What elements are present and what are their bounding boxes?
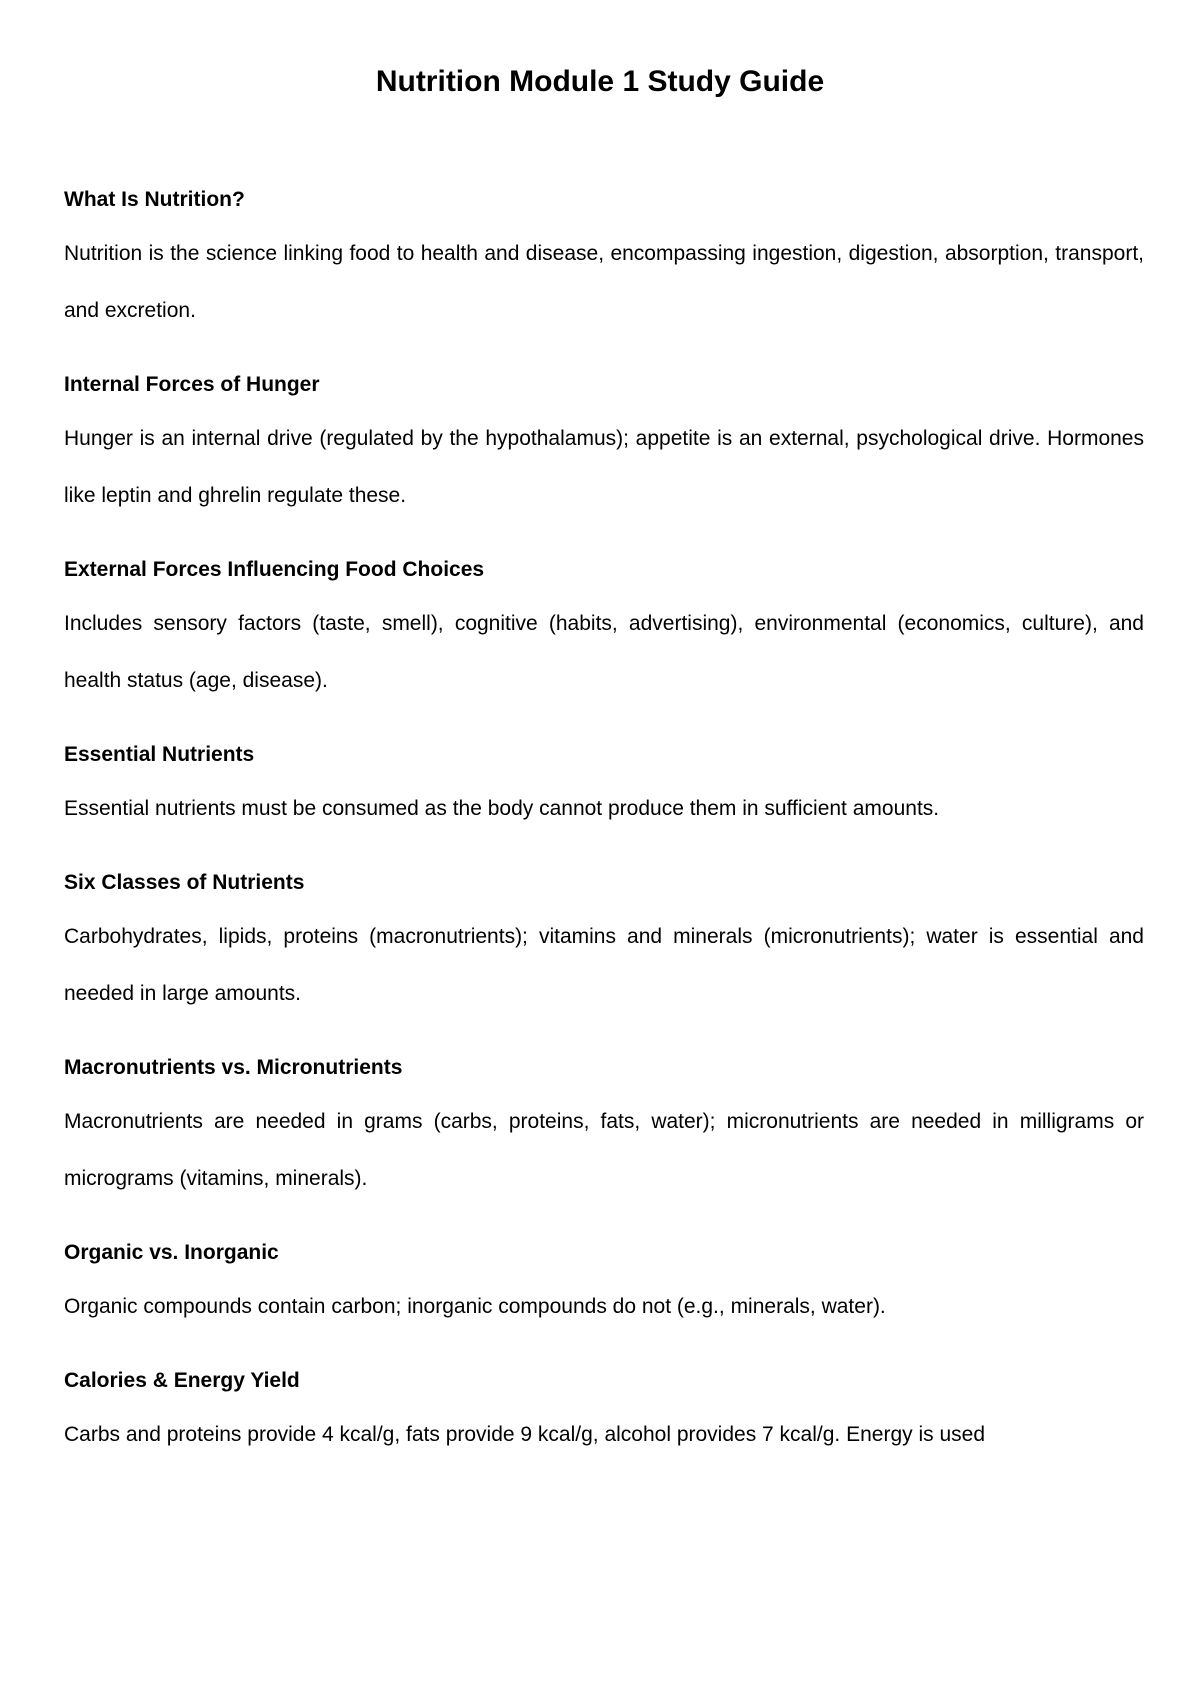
section-heading: Organic vs. Inorganic (64, 1241, 279, 1264)
section-body: Carbohydrates, lipids, proteins (macronutrients); vitamins and minerals (micronutrients); water is essential and needed in large amounts. (64, 925, 1144, 1005)
section-essential-nutrients (64, 737, 1144, 837)
section-body: Organic compounds contain carbon; inorganic compounds do not (e.g., minerals, water). (64, 1295, 886, 1318)
section-body: Carbs and proteins provide 4 kcal/g, fats provide 9 kcal/g, alcohol provides 7 kcal/g. Energy is used (64, 1423, 985, 1446)
section-macro-vs-micro (64, 1050, 1144, 1207)
section-organic-vs-inorganic (64, 1235, 1144, 1335)
section-heading: External Forces Influencing Food Choices (64, 558, 485, 581)
document-content (64, 182, 1144, 1491)
section-what-is-nutrition (64, 182, 1144, 339)
section-calories-energy-yield (64, 1363, 1144, 1463)
section-body: Includes sensory factors (taste, smell), cognitive (habits, advertising), environmental (economics, culture), and health status (age, disease). (64, 612, 1144, 692)
section-body: Macronutrients are needed in grams (carbs, proteins, fats, water); micronutrients are needed in milligrams or micrograms (vitamins, minerals). (64, 1110, 1144, 1190)
page-title: Nutrition Module 1 Study Guide (375, 65, 825, 98)
section-heading: Calories & Energy Yield (64, 1369, 300, 1392)
section-internal-forces-of-hunger (64, 367, 1144, 524)
section-body: Nutrition is the science linking food to health and disease, encompassing ingestion, digestion, absorption, transport, and excretion. (64, 242, 1144, 322)
section-body: Essential nutrients must be consumed as the body cannot produce them in sufficient amounts. (64, 797, 940, 820)
section-heading: Internal Forces of Hunger (64, 373, 320, 396)
section-heading: Six Classes of Nutrients (64, 871, 305, 894)
section-heading: What Is Nutrition? (64, 188, 245, 211)
section-six-classes-of-nutrients (64, 865, 1144, 1022)
section-body: Hunger is an internal drive (regulated by the hypothalamus); appetite is an external, psychological drive. Hormones like leptin and ghrelin regulate these. (64, 427, 1144, 507)
section-external-forces (64, 552, 1144, 709)
section-heading: Macronutrients vs. Micronutrients (64, 1056, 403, 1079)
section-heading: Essential Nutrients (64, 743, 255, 766)
